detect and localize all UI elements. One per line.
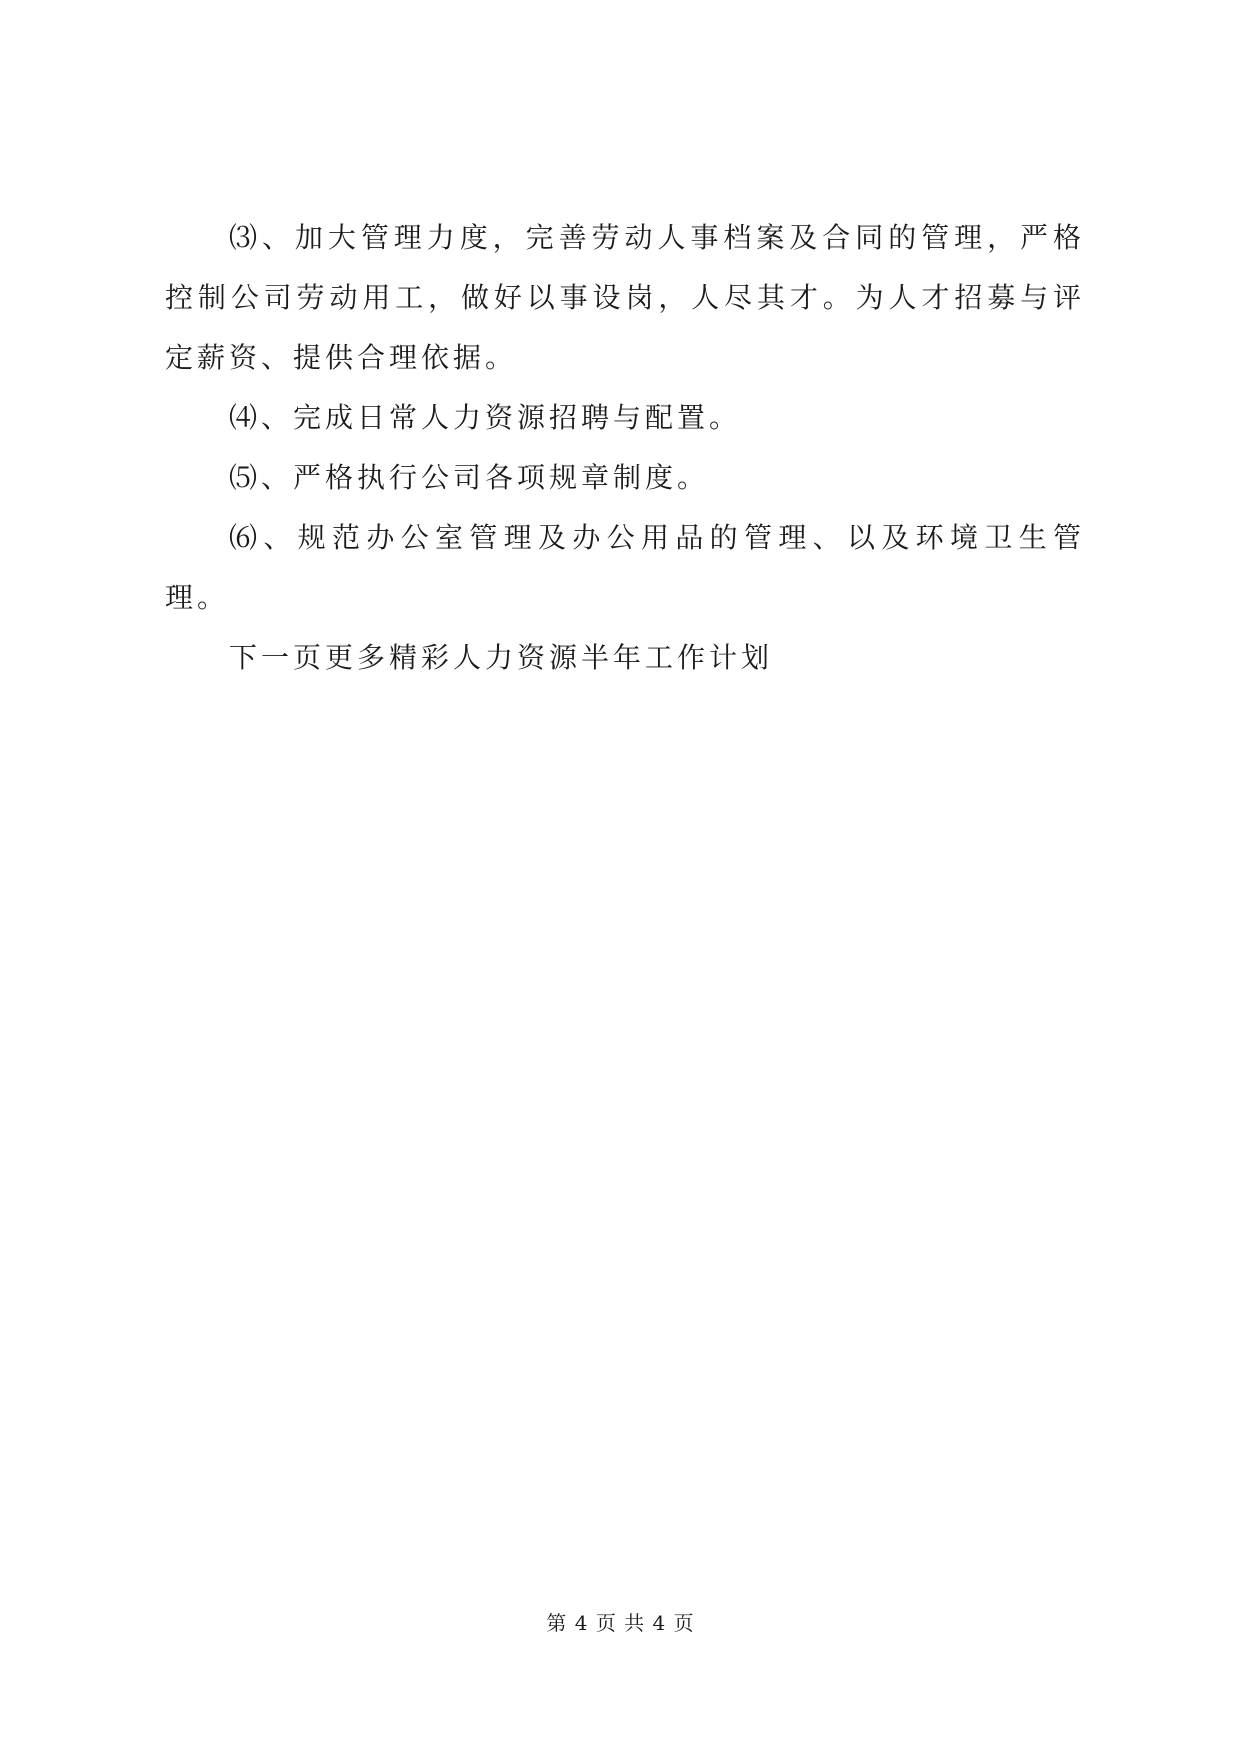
paragraph-item-6: ⑹、规范办公室管理及办公用品的管理、以及环境卫生管理。 bbox=[165, 521, 1085, 614]
page-number-footer: 第 4 页 共 4 页 bbox=[546, 1611, 695, 1635]
paragraph-item-5: ⑸、严格执行公司各项规章制度。 bbox=[229, 461, 710, 494]
paragraph-item-4: ⑷、完成日常人力资源招聘与配置。 bbox=[229, 401, 742, 434]
document-body bbox=[165, 208, 1085, 688]
paragraph-item-3: ⑶、加大管理力度，完善劳动人事档案及合同的管理，严格控制公司劳动用工，做好以事设岗，人尽其才。为人才招募与评定薪资、提供合理依据。 bbox=[165, 221, 1085, 374]
next-page-link[interactable]: 下一页更多精彩人力资源半年工作计划 bbox=[229, 641, 774, 674]
